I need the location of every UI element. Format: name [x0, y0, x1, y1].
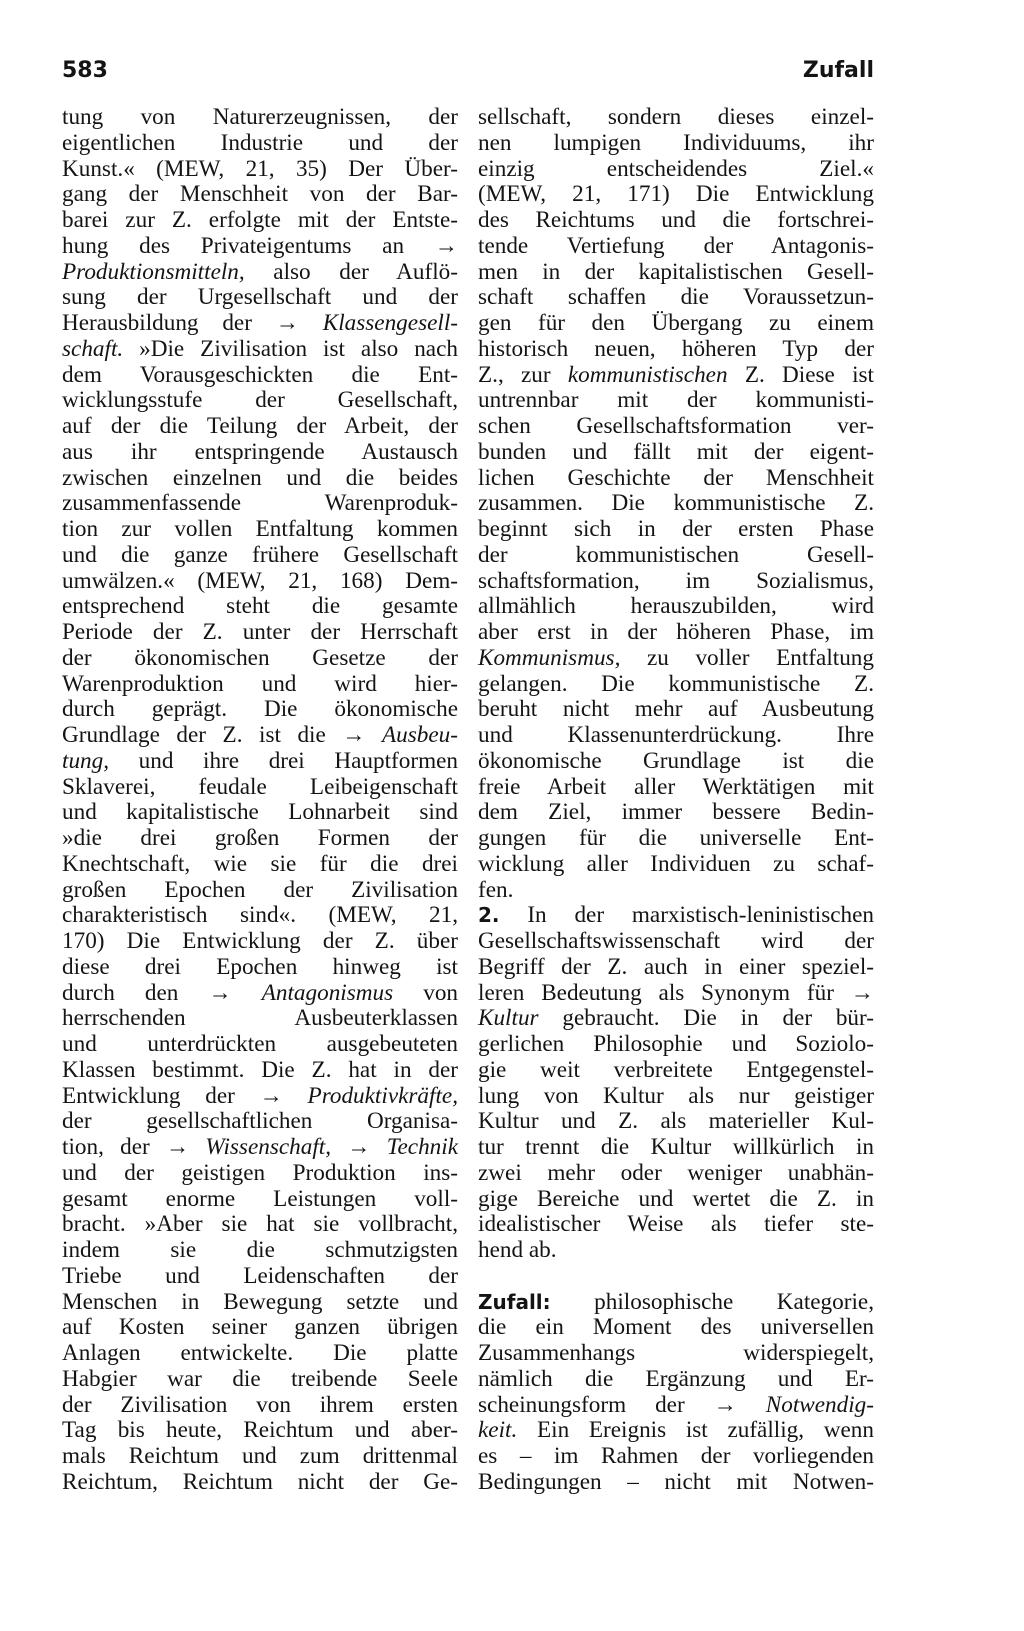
- text-span: tur trennt die Kultur willkürlich in: [478, 1134, 874, 1160]
- text-line: [478, 878, 874, 904]
- text-line: [62, 672, 458, 698]
- text-line: [478, 182, 874, 208]
- text-line: [478, 1238, 874, 1264]
- text-line: [478, 517, 874, 543]
- text-span: Knechtschaft, wie sie für die drei: [62, 850, 458, 877]
- text-line: [478, 594, 874, 620]
- text-span: In der marxistisch-leninistischen: [499, 902, 874, 929]
- text-span: Herausbildung der →: [62, 310, 323, 336]
- text-span: lung von Kultur als nur geistiger: [478, 1082, 874, 1109]
- text-span: tion, der →: [62, 1134, 206, 1160]
- text-span: Menschen in Bewegung setzte und: [62, 1288, 458, 1315]
- text-line: [478, 1032, 874, 1058]
- text-line: [478, 1109, 874, 1135]
- text-span: diese drei Epochen hinweg ist: [62, 953, 458, 980]
- text-span: Anlagen entwickelte. Die platte: [62, 1340, 458, 1366]
- text-line: [62, 1238, 458, 1264]
- text-span: tion zur vollen Entfaltung kommen: [62, 516, 458, 542]
- bold-text: Zufall:: [478, 1289, 551, 1314]
- text-span: gerlichen Philosophie und Soziolo-: [478, 1031, 874, 1057]
- text-line: [62, 543, 458, 569]
- text-line: [62, 1058, 458, 1084]
- italic-term: Produktivkräfte,: [307, 1082, 458, 1109]
- text-span: zwei mehr oder weniger unabhän-: [478, 1159, 874, 1186]
- text-span: und der geistigen Produktion ins-: [62, 1159, 458, 1186]
- text-span: hung des Privateigentums an →: [62, 232, 458, 259]
- text-line: [478, 1161, 874, 1187]
- text-line: [62, 981, 458, 1007]
- text-line: [478, 1187, 874, 1213]
- text-span: eigentlichen Industrie und der: [62, 129, 458, 156]
- text-span: »die drei großen Formen der: [62, 825, 458, 851]
- text-line: [62, 1470, 458, 1496]
- text-span: umwälzen.« (MEW, 21, 168) Dem-: [62, 567, 458, 594]
- text-span: zusammenfassende Warenproduk-: [62, 490, 458, 517]
- text-line: [478, 1135, 874, 1161]
- text-span: schen Gesellschaftsformation ver-: [478, 413, 874, 439]
- text-span: freie Arbeit aller Werktätigen mit: [478, 773, 874, 800]
- text-span: Warenproduktion und wird hier-: [62, 670, 458, 697]
- text-span: großen Epochen der Zivilisation: [62, 876, 458, 903]
- text-line: [62, 929, 458, 955]
- text-span: sung der Urgesellschaft und der: [62, 284, 458, 311]
- italic-term: kommunistischen: [567, 361, 728, 388]
- text-span: allmählich herauszubilden, wird: [478, 593, 874, 620]
- text-span: 170) Die Entwicklung der Z. über: [62, 928, 458, 954]
- italic-term: Produktionsmitteln,: [62, 258, 245, 285]
- text-span: Z., zur: [478, 361, 568, 388]
- text-line: [62, 414, 458, 440]
- text-span: (MEW, 21, 171) Die Entwicklung: [478, 181, 874, 208]
- text-line: [62, 1444, 458, 1470]
- text-span: gige Bereiche und wertet die Z. in: [478, 1185, 874, 1212]
- text-line: [62, 749, 458, 775]
- text-line: [62, 311, 458, 337]
- text-line: [478, 1084, 874, 1110]
- text-line: [478, 414, 874, 440]
- text-span: durch geprägt. Die ökonomische: [62, 696, 458, 723]
- text-span: leren Bedeutung als Synonym für →: [478, 979, 874, 1006]
- left-column: [62, 105, 458, 1496]
- text-span: Periode der Z. unter der Herrschaft: [62, 619, 458, 645]
- text-line: [62, 208, 458, 234]
- text-line: [478, 1290, 874, 1316]
- text-span: untrennbar mit der kommunisti-: [478, 387, 874, 414]
- text-line: [478, 903, 874, 929]
- text-line: [478, 1418, 874, 1444]
- text-span: der Zivilisation von ihrem ersten: [62, 1391, 458, 1418]
- text-span: Entwicklung der →: [62, 1082, 308, 1109]
- text-line: [62, 646, 458, 672]
- text-span: und Klassenunterdrückung. Ihre: [478, 722, 874, 748]
- text-span: des Reichtums und die fortschrei-: [478, 207, 874, 233]
- italic-term: keit.: [478, 1417, 518, 1444]
- text-span: zu voller Entfaltung: [620, 644, 874, 671]
- text-line: [478, 1341, 874, 1367]
- text-span: gang der Menschheit von der Bar-: [62, 181, 458, 208]
- text-line: [62, 903, 458, 929]
- text-span: Kultur und Z. als materieller Kul-: [478, 1108, 874, 1135]
- text-span: der kommunistischen Gesell-: [478, 541, 874, 568]
- text-span: men in der kapitalistischen Gesell-: [478, 258, 874, 285]
- text-span: »Die Zivilisation ist also nach: [123, 335, 458, 362]
- text-line: [62, 826, 458, 852]
- text-line: [62, 594, 458, 620]
- text-line: [62, 1109, 458, 1135]
- text-line: [478, 1393, 874, 1419]
- text-line: [62, 1264, 458, 1290]
- text-span: indem sie die schmutzigsten: [62, 1237, 458, 1263]
- text-span: durch den →: [62, 979, 262, 1006]
- text-line: [62, 620, 458, 646]
- text-line: [478, 363, 874, 389]
- text-line: [62, 1315, 458, 1341]
- text-span: aber erst in der höheren Phase, im: [478, 619, 874, 645]
- text-line: [478, 1058, 874, 1084]
- text-span: fen.: [478, 876, 514, 903]
- text-span: dem Vorausgeschickten die Ent-: [62, 361, 458, 388]
- text-span: die ein Moment des universellen: [478, 1314, 874, 1341]
- text-line: [478, 1470, 874, 1496]
- text-span: zwischen einzelnen und die beides: [62, 464, 458, 491]
- text-span: gebraucht. Die in der bür-: [538, 1005, 874, 1032]
- text-line: [478, 491, 874, 517]
- text-line: [62, 723, 458, 749]
- text-line: [62, 1135, 458, 1161]
- text-span: Klassen bestimmt. Die Z. hat in der: [62, 1056, 458, 1083]
- text-span: tende Vertiefung der Antagonis-: [478, 232, 874, 259]
- right-column: [478, 105, 874, 1496]
- text-line: [478, 285, 874, 311]
- text-span: schaftsformation, im Sozialismus,: [478, 567, 874, 594]
- text-line: [62, 337, 458, 363]
- text-line: [62, 852, 458, 878]
- text-line: [478, 440, 874, 466]
- paragraph-gap: [478, 1264, 874, 1290]
- text-span: Kunst.« (MEW, 21, 35) Der Über-: [62, 155, 458, 182]
- text-span: Habgier war die treibende Seele: [62, 1365, 458, 1392]
- text-line: [62, 260, 458, 286]
- text-line: [62, 1418, 458, 1444]
- italic-term: Ausbeu-: [382, 722, 458, 748]
- text-span: es – im Rahmen der vorliegenden: [478, 1443, 874, 1469]
- text-span: Gesellschaftswissenschaft wird der: [478, 928, 874, 954]
- text-span: herrschenden Ausbeuterklassen: [62, 1005, 458, 1032]
- text-line: [478, 697, 874, 723]
- text-line: [478, 1006, 874, 1032]
- text-span: hend ab.: [478, 1237, 557, 1263]
- text-span: sellschaft, sondern dieses einzel-: [478, 104, 874, 130]
- text-line: [62, 131, 458, 157]
- text-line: [478, 852, 874, 878]
- text-span: →: [331, 1134, 387, 1160]
- text-span: entsprechend steht die gesamte: [62, 593, 458, 620]
- text-line: [62, 775, 458, 801]
- text-span: Zusammenhangs widerspiegelt,: [478, 1340, 874, 1366]
- text-span: gesamt enorme Leistungen voll-: [62, 1185, 458, 1212]
- text-line: [62, 1032, 458, 1058]
- page-number: 583: [62, 58, 108, 83]
- text-span: und kapitalistische Lohnarbeit sind: [62, 799, 458, 826]
- italic-term: Antagonismus: [261, 979, 394, 1006]
- text-span: der gesellschaftlichen Organisa-: [62, 1108, 458, 1135]
- text-line: [478, 723, 874, 749]
- text-line: [62, 1367, 458, 1393]
- text-line: [478, 234, 874, 260]
- text-span: Bedingungen – nicht mit Notwen-: [478, 1468, 874, 1495]
- text-line: [478, 208, 874, 234]
- text-line: [62, 157, 458, 183]
- page-header: [62, 52, 874, 92]
- text-line: [478, 131, 874, 157]
- text-line: [62, 1006, 458, 1032]
- text-span: auf Kosten seiner ganzen übrigen: [62, 1314, 458, 1341]
- text-line: [62, 569, 458, 595]
- text-span: charakteristisch sind«. (MEW, 21,: [62, 902, 458, 929]
- text-span: Z. Diese ist: [727, 361, 874, 388]
- text-span: Tag bis heute, Reichtum und aber-: [62, 1417, 458, 1444]
- text-line: [62, 1084, 458, 1110]
- text-span: tung von Naturerzeugnissen, der: [62, 104, 458, 130]
- text-span: beginnt sich in der ersten Phase: [478, 516, 874, 542]
- text-span: beruht nicht mehr auf Ausbeutung: [478, 696, 874, 723]
- text-line: [478, 826, 874, 852]
- text-line: [478, 620, 874, 646]
- text-span: Grundlage der Z. ist die →: [62, 722, 383, 748]
- text-line: [478, 311, 874, 337]
- text-line: [62, 234, 458, 260]
- text-span: gelangen. Die kommunistische Z.: [478, 670, 874, 697]
- text-span: idealistischer Weise als tiefer ste-: [478, 1211, 874, 1238]
- text-line: [478, 981, 874, 1007]
- text-span: schaft schaffen die Voraussetzun-: [478, 284, 874, 311]
- italic-term: Technik: [386, 1134, 458, 1160]
- text-line: [478, 800, 874, 826]
- text-span: Triebe und Leidenschaften der: [62, 1262, 458, 1289]
- text-line: [62, 800, 458, 826]
- text-span: philosophische Kategorie,: [550, 1288, 874, 1315]
- running-head: Zufall: [802, 58, 874, 83]
- text-span: also der Auflö-: [244, 258, 458, 285]
- text-line: [62, 1187, 458, 1213]
- text-line: [478, 672, 874, 698]
- text-line: [62, 491, 458, 517]
- text-span: gungen für die universelle Ent-: [478, 825, 874, 851]
- text-span: nämlich die Ergänzung und Er-: [478, 1365, 874, 1392]
- text-span: historisch neuen, höheren Typ der: [478, 335, 874, 362]
- text-span: dem Ziel, immer bessere Bedin-: [478, 799, 874, 826]
- text-span: zusammen. Die kommunistische Z.: [478, 490, 874, 517]
- text-line: [478, 646, 874, 672]
- text-line: [478, 1367, 874, 1393]
- text-span: barei zur Z. erfolgte mit der Entste-: [62, 207, 458, 233]
- text-line: [62, 697, 458, 723]
- text-span: einzig entscheidendes Ziel.«: [478, 155, 874, 182]
- text-span: Sklaverei, feudale Leibeigenschaft: [62, 773, 458, 800]
- text-line: [478, 466, 874, 492]
- text-line: [62, 466, 458, 492]
- text-line: [478, 260, 874, 286]
- text-line: [62, 1161, 458, 1187]
- italic-term: Notwendig-: [765, 1391, 874, 1418]
- text-line: [62, 285, 458, 311]
- text-line: [62, 105, 458, 131]
- text-span: wicklung aller Individuen zu schaf-: [478, 850, 874, 877]
- bold-text: 2.: [478, 903, 500, 928]
- text-line: [478, 1315, 874, 1341]
- text-span: Begriff der Z. auch in einer speziel-: [478, 953, 874, 980]
- text-line: [478, 929, 874, 955]
- text-span: gie weit verbreitete Entgegenstel-: [478, 1056, 874, 1083]
- text-line: [478, 543, 874, 569]
- text-line: [62, 517, 458, 543]
- text-span: von: [393, 979, 459, 1006]
- text-line: [62, 1290, 458, 1316]
- italic-term: Klassengesell-: [322, 310, 458, 336]
- text-span: ökonomische Grundlage ist die: [478, 747, 874, 774]
- text-span: und unterdrückten ausgebeuteten: [62, 1031, 458, 1057]
- text-span: aus ihr entspringende Austausch: [62, 438, 458, 465]
- text-span: der ökonomischen Gesetze der: [62, 644, 458, 671]
- text-line: [478, 775, 874, 801]
- italic-term: tung,: [62, 747, 110, 774]
- italic-term: Wissenschaft,: [205, 1134, 332, 1160]
- text-line: [62, 1212, 458, 1238]
- text-line: [62, 878, 458, 904]
- text-span: und die ganze frühere Gesellschaft: [62, 541, 458, 568]
- italic-term: Kommunismus,: [478, 644, 621, 671]
- text-span: mals Reichtum und zum drittenmal: [62, 1443, 458, 1469]
- text-span: nen lumpigen Individuums, ihr: [478, 129, 874, 156]
- text-span: scheinungsform der →: [478, 1391, 766, 1418]
- text-line: [478, 955, 874, 981]
- text-line: [62, 182, 458, 208]
- text-span: bracht. »Aber sie hat sie vollbracht,: [62, 1211, 458, 1238]
- text-line: [62, 363, 458, 389]
- text-span: auf der die Teilung der Arbeit, der: [62, 413, 458, 439]
- text-line: [478, 105, 874, 131]
- text-span: gen für den Übergang zu einem: [478, 310, 874, 336]
- text-line: [478, 749, 874, 775]
- text-line: [478, 569, 874, 595]
- text-span: lichen Geschichte der Menschheit: [478, 464, 874, 491]
- text-line: [478, 388, 874, 414]
- text-line: [62, 1341, 458, 1367]
- text-span: Ein Ereignis ist zufällig, wenn: [517, 1417, 874, 1444]
- text-line: [62, 1393, 458, 1419]
- text-span: bunden und fällt mit der eigent-: [478, 438, 874, 465]
- text-line: [62, 388, 458, 414]
- italic-term: Kultur: [478, 1005, 539, 1032]
- text-line: [478, 157, 874, 183]
- text-span: Reichtum, Reichtum nicht der Ge-: [62, 1468, 458, 1495]
- text-line: [478, 1444, 874, 1470]
- text-line: [62, 440, 458, 466]
- text-span: wicklungsstufe der Gesellschaft,: [62, 387, 458, 414]
- text-line: [478, 1212, 874, 1238]
- text-line: [62, 955, 458, 981]
- text-line: [478, 337, 874, 363]
- text-span: und ihre drei Hauptformen: [109, 747, 458, 774]
- italic-term: schaft.: [62, 335, 124, 362]
